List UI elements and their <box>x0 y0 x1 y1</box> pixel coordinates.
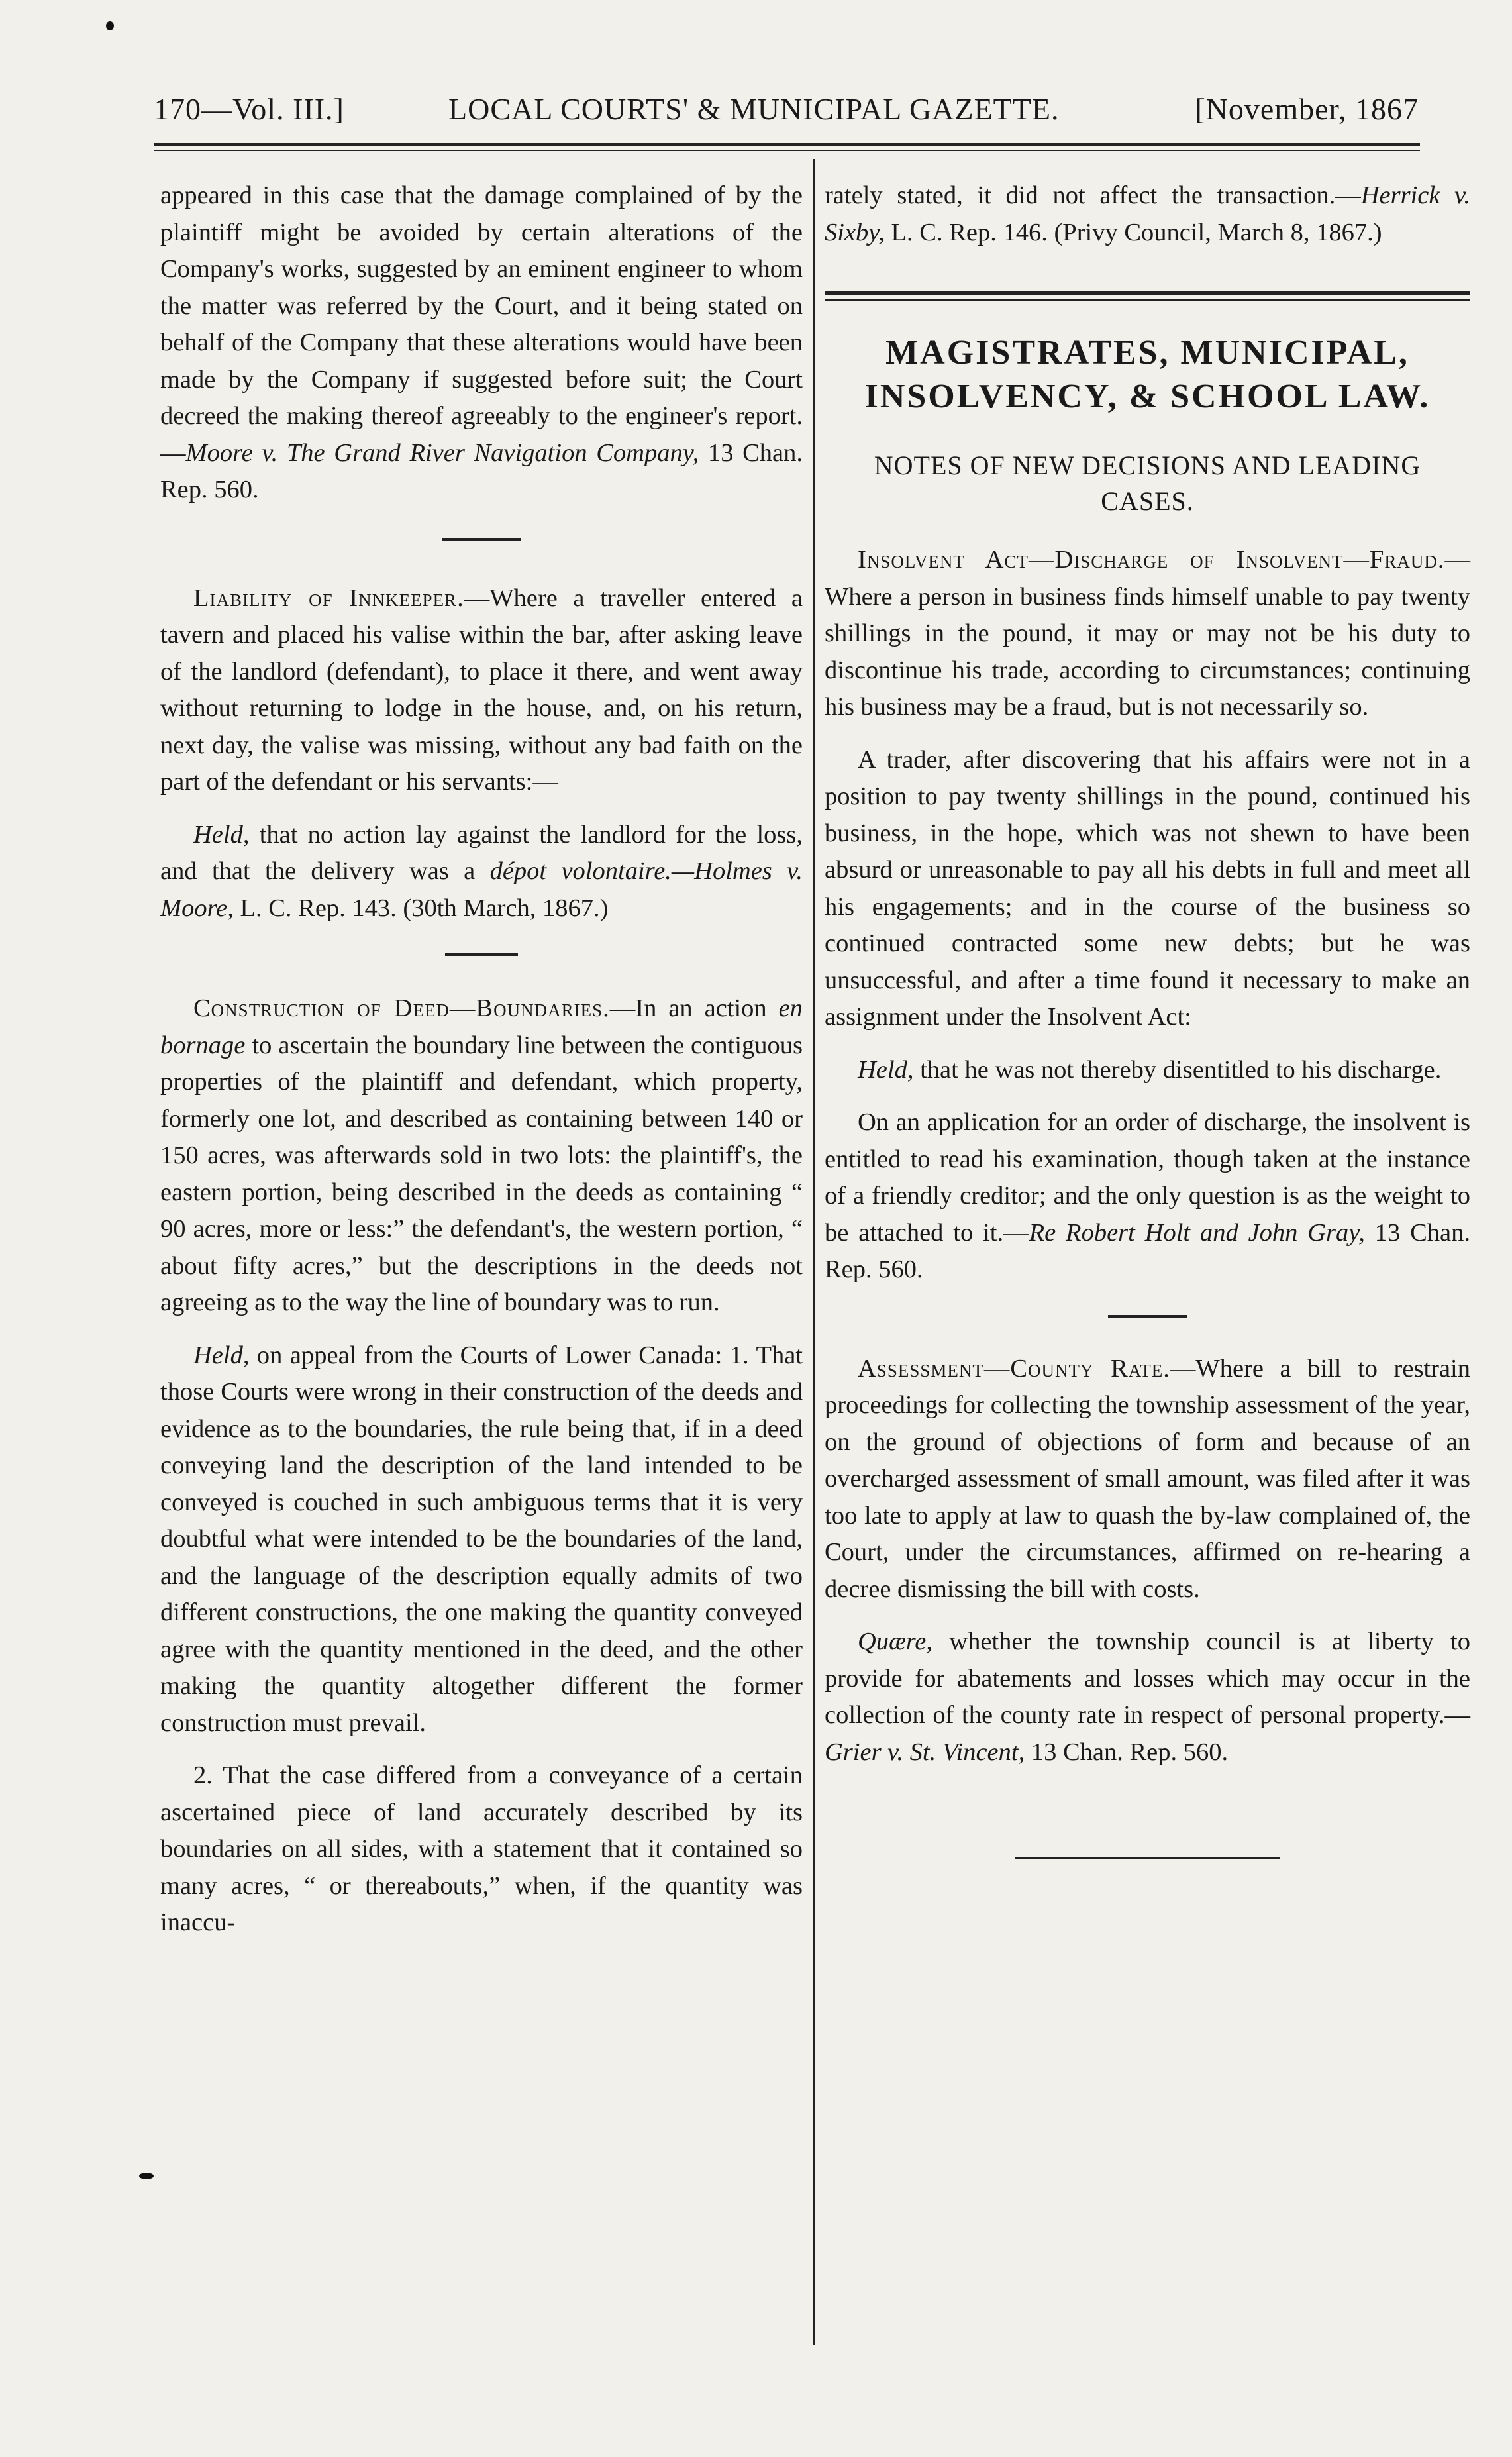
paragraph-deed-boundaries: Construction of Deed—Boundaries.—In an action en bornage to ascertain the boundary line between the contiguous properties of the plaintiff and defendant, which property, formerly one lot, and described as containing between 140 or 150 acres, was afterwards sold in two lots: the plaintiff's, the eastern portion, being described in the deeds as containing “ 90 acres, more or less:” the defendant's, the western portion, “ about fifty acres,” but the descriptions in the deeds not agreeing as to the way the line of boundary was to run. <box>160 994 803 1316</box>
left-column <box>160 178 803 1942</box>
section-rule-thick <box>825 291 1470 295</box>
paragraph-grand-river: appeared in this case that the damage complained of by the plaintiff might be avoided by certain alterations of the Company's works, suggested by an eminent engineer to whom the matter was referred by the Court, and it being stated on behalf of the Company that these alterations would have been made by the Company if suggested before suit; the Court decreed the making thereof agreeably to the engineer's report.—Moore v. The Grand River Navigation Company, 13 Chan. Rep. 560. <box>160 182 803 503</box>
paragraph-quaere: Quære, whether the township council is at liberty to provide for abatements and losses which may occur in the collection of the county rate in respect of personal property.—Grier v. St. Vincent, 13 Chan. Rep. 560. <box>825 1628 1470 1766</box>
case-separator <box>445 953 518 956</box>
page-header <box>154 91 1419 144</box>
paragraph-deed-held: Held, on appeal from the Courts of Lower Canada: 1. That those Courts were wrong in their construction of the deeds and evidence as to the boundaries, the rule being that, if in a deed conveying land the description of the land intended to be conveyed is couched in such ambiguous terms that it is very doubtful what were intended to be the boundaries of the land, and the language of the description equally admits of two different constructions, the one making the quantity conveyed agree with the quantity mentioned in the deed, and the other making the quantity altogether different the former construction must prevail. <box>160 1341 803 1737</box>
paragraph-deed-point-2: 2. That the case differed from a conveyance of a certain ascertained piece of land accurately described by its boundaries on all sides, with a statement that it contained so many acres, “ or thereabouts,” when, if the quantity was inaccu- <box>160 1761 803 1936</box>
margin-speck <box>139 2173 154 2179</box>
case-heading: Liability of Innkeeper. <box>193 584 464 612</box>
right-column <box>825 178 1470 1888</box>
page-number-volume: 170—Vol. III.] <box>154 92 344 126</box>
header-rule-thick <box>154 143 1420 146</box>
publication-title: LOCAL COURTS' & MUNICIPAL GAZETTE. <box>448 92 1060 126</box>
section-title: MAGISTRATES, MUNICIPAL, INSOLVENCY, & SCHOOL LAW. <box>864 334 1431 415</box>
paragraph-innkeeper-held: Held, that no action lay against the landlord for the loss, and that the delivery was a dépot volontaire.—Holmes v. Moore, L. C. Rep. 143. (30th March, 1867.) <box>160 820 803 922</box>
issue-date: [November, 1867 <box>1195 92 1419 126</box>
paragraph-herrick: rately stated, it did not affect the transaction.—Herrick v. Sixby, L. C. Rep. 146. (Privy Council, March 8, 1867.) <box>825 182 1471 246</box>
case-citation: Moore v. The Grand River Navigation Company, <box>185 439 699 467</box>
end-rule <box>1015 1857 1280 1859</box>
margin-speck <box>106 21 114 30</box>
paragraph-innkeeper: Liability of Innkeeper.—Where a traveller entered a tavern and placed his valise within the bar, after asking leave of the landlord (defendant), to place it there, and went away without returning to lodge in the house, and, on his return, next day, the valise was missing, without any bad faith on the part of the defendant or his servants:— <box>160 584 803 796</box>
case-citation: Herrick v. Sixby, <box>825 182 1471 246</box>
case-heading: Construction of Deed—Boundaries. <box>193 994 610 1022</box>
case-citation: dépot volontaire.—Holmes v. Moore, <box>160 857 803 922</box>
case-separator <box>442 538 521 541</box>
notes-title: NOTES OF NEW DECISIONS AND LEADING CASES. <box>874 450 1421 516</box>
case-separator <box>1108 1315 1187 1318</box>
column-divider <box>813 159 815 2345</box>
paragraph-order-of-discharge: On an application for an order of discharge, the insolvent is entitled to read his examination, though taken at the instance of a friendly creditor; and the only question is as the weight to be attached to it.—Re Robert Holt and John Gray, 13 Chan. Rep. 560. <box>825 1108 1470 1283</box>
case-heading: Insolvent Act—Discharge of Insolvent—Fraud. <box>858 546 1445 574</box>
paragraph-assessment: Assessment—County Rate.—Where a bill to restrain proceedings for collecting the township assessment of the year, on the ground of objections of form and because of an overcharged assessment of small amount, was filed after it was too late to apply at law to quash the by-law complained of, the Court, under the circumstances, affirmed on re-hearing a decree dismissing the bill with costs. <box>825 1354 1470 1603</box>
paragraph-trader: A trader, after discovering that his affairs were not in a position to pay twenty shillings in the pound, continued his business, in the hope, which was not shewn to have been absurd or unreasonable to pay all his debts in full and meet all his engagements; and in the course of the business so continued contracted some new debts; but he was unsuccessful, and after a time found it necessary to make an assignment under the Insolvent Act: <box>825 745 1470 1031</box>
paragraph-insolvent-held: Held, that he was not thereby disentitled to his discharge. <box>858 1055 1442 1084</box>
section-rule-thin <box>825 299 1470 301</box>
case-citation: Re Robert Holt and John Gray, <box>1029 1218 1365 1247</box>
header-rule-thin <box>154 150 1420 151</box>
paragraph-insolvent-act: Insolvent Act—Discharge of Insolvent—Fraud.—Where a person in business finds himself unable to pay twenty shillings in the pound, it may or may not be his duty to discontinue his trade, according to circumstances; continuing his business may be a fraud, but is not necessarily so. <box>825 546 1470 721</box>
case-citation: Grier v. St. Vincent, <box>825 1738 1025 1766</box>
case-heading: Assessment—County Rate. <box>858 1354 1170 1383</box>
